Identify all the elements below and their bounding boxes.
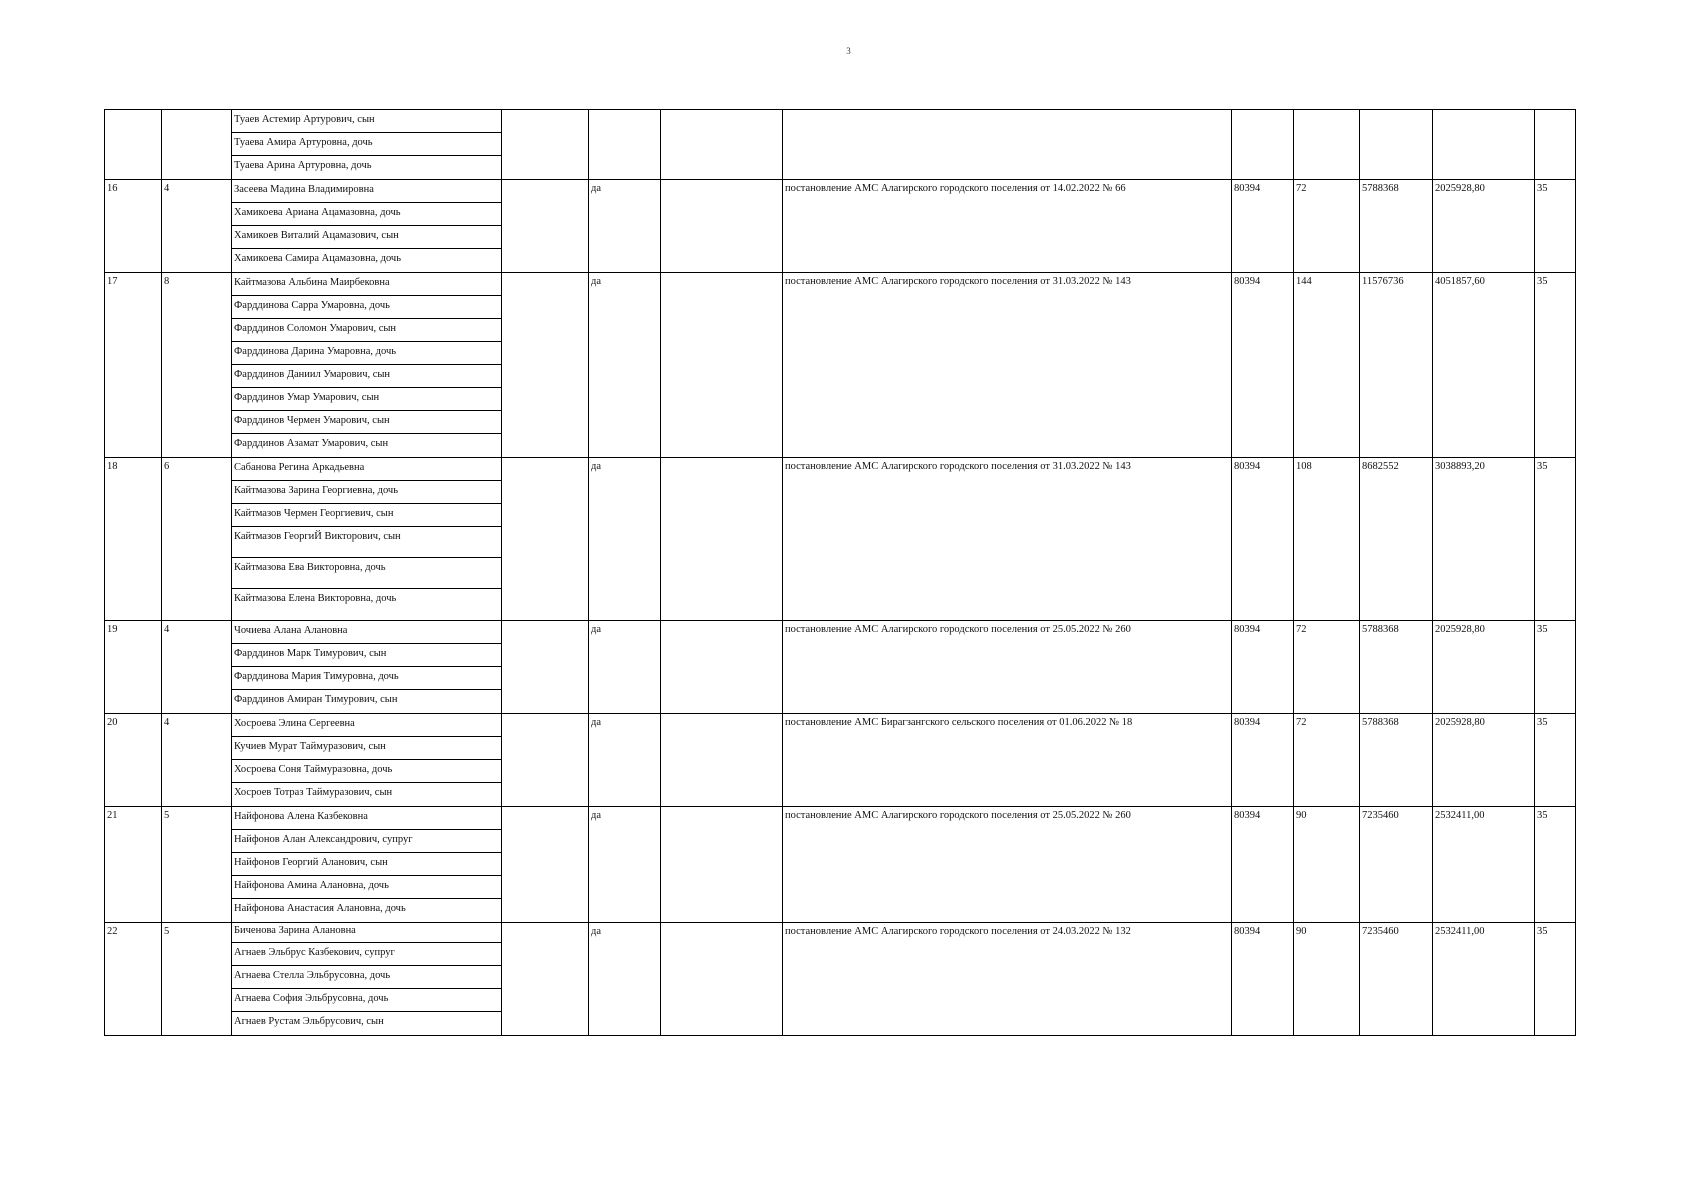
- subsidy-cell-text: 3038893,20: [1435, 461, 1485, 472]
- percent-cell: [1535, 714, 1576, 807]
- eligibility-cell: [589, 458, 661, 621]
- family-member: Кайтмазова Елена Викторовна, дочь: [234, 593, 397, 604]
- family-size-cell: [162, 110, 232, 180]
- subsidy-cell: [1433, 923, 1535, 1036]
- blank-cell: [661, 807, 783, 923]
- price-norm-cell-text: 80394: [1234, 461, 1261, 472]
- percent-cell-text: 35: [1537, 276, 1548, 287]
- family-members-cell: [232, 923, 502, 1036]
- family-member: Засеева Мадина Владимировна: [232, 180, 501, 203]
- family-member: Кайтмазова Альбина Маирбековна: [232, 273, 501, 296]
- family-member: Агнаев Рустам Эльбрусович, сын: [234, 1016, 384, 1027]
- total-cost-cell: [1360, 180, 1433, 273]
- family-member: Хамикоева Самира Ацамазовна, дочь: [234, 253, 401, 264]
- total-cost-cell: [1360, 621, 1433, 714]
- area-cell: [1294, 273, 1360, 458]
- family-member: Найфонов Георгий Аланович, сын: [232, 853, 501, 876]
- total-cost-cell-text: 8682552: [1362, 461, 1399, 472]
- family-row: [105, 110, 1576, 180]
- family-member: Фарддинов Умар Умарович, сын: [232, 388, 501, 411]
- family-members-cell: [232, 273, 502, 458]
- subsidy-cell-text: 2025928,80: [1435, 183, 1485, 194]
- family-size-cell: [162, 807, 232, 923]
- eligibility-cell-text: да: [591, 461, 602, 472]
- eligibility-cell: [589, 714, 661, 807]
- total-cost-cell: [1360, 923, 1433, 1036]
- blank-cell: [502, 923, 589, 1036]
- area-cell-text: [1294, 110, 1359, 112]
- percent-cell: [1535, 621, 1576, 714]
- family-member: Туаева Амира Артуровна, дочь: [232, 133, 501, 156]
- blank-cell: [661, 180, 783, 273]
- area-cell-text: 90: [1296, 926, 1307, 937]
- price-norm-cell: [1232, 180, 1294, 273]
- price-norm-cell-text: 80394: [1234, 183, 1261, 194]
- page-number: 3: [846, 46, 851, 56]
- area-cell: [1294, 807, 1360, 923]
- family-member: Кайтмазов ГеоргиЙ Викторович, сын: [232, 527, 501, 558]
- decree-cell-text: постановление АМС Алагирского городского поселения от 24.03.2022 № 132: [785, 926, 1131, 937]
- price-norm-cell-text: [1232, 110, 1293, 112]
- area-cell: [1294, 714, 1360, 807]
- blank-cell: [502, 273, 589, 458]
- total-cost-cell-text: 7235460: [1362, 810, 1399, 821]
- total-cost-cell-text: [1360, 110, 1432, 112]
- family-row: [105, 621, 1576, 714]
- area-cell: [1294, 180, 1360, 273]
- eligibility-cell-text: да: [591, 926, 602, 937]
- family-members-cell: [232, 110, 502, 180]
- decree-cell: [783, 458, 1232, 621]
- row-number-cell: [105, 110, 162, 180]
- percent-cell: [1535, 110, 1576, 180]
- family-size-cell: [162, 714, 232, 807]
- family-members-cell: [232, 714, 502, 807]
- families-table-body: [105, 110, 1576, 1036]
- family-size-cell: [162, 621, 232, 714]
- percent-cell-text: 35: [1537, 624, 1548, 635]
- total-cost-cell-text: 5788368: [1362, 624, 1399, 635]
- row-number-cell: [105, 621, 162, 714]
- family-members-cell: [232, 180, 502, 273]
- percent-cell: [1535, 923, 1576, 1036]
- decree-cell-text: постановление АМС Алагирского городского поселения от 25.05.2022 № 260: [785, 624, 1131, 635]
- price-norm-cell-text: 80394: [1234, 926, 1261, 937]
- family-member: Фарддинов Чермен Умарович, сын: [232, 411, 501, 434]
- family-size-cell-text: 4: [164, 624, 170, 635]
- family-member: Кайтмазов Чермен Георгиевич, сын: [232, 504, 501, 527]
- row-number-cell: [105, 458, 162, 621]
- area-cell-text: 72: [1296, 624, 1307, 635]
- subsidy-cell-text: 2025928,80: [1435, 624, 1485, 635]
- blank-cell: [661, 273, 783, 458]
- family-size-cell-text: 5: [164, 926, 170, 937]
- family-member: Найфонова Алена Казбековна: [232, 807, 501, 830]
- family-size-cell-text: 6: [164, 461, 170, 472]
- price-norm-cell-text: 80394: [1234, 624, 1261, 635]
- eligibility-cell: [589, 110, 661, 180]
- price-norm-cell: [1232, 621, 1294, 714]
- blank-cell: [661, 923, 783, 1036]
- price-norm-cell: [1232, 923, 1294, 1036]
- family-member: Найфонова Амина Алановна, дочь: [232, 876, 501, 899]
- family-row: [105, 180, 1576, 273]
- family-member: Агнаева Стелла Эльбрусовна, дочь: [232, 966, 501, 989]
- blank-cell: [661, 714, 783, 807]
- subsidy-cell: [1433, 714, 1535, 807]
- family-member: Найфонов Алан Александрович, супруг: [232, 830, 501, 853]
- subsidy-cell: [1433, 621, 1535, 714]
- family-size-cell: [162, 180, 232, 273]
- area-cell-text: 72: [1296, 183, 1307, 194]
- family-member: Фарддинов Соломон Умарович, сын: [232, 319, 501, 342]
- family-member: Биченова Зарина Алановна: [232, 923, 501, 943]
- family-size-cell: [162, 923, 232, 1036]
- decree-cell: [783, 807, 1232, 923]
- decree-cell-text: постановление АМС Алагирского городского поселения от 31.03.2022 № 143: [785, 276, 1131, 287]
- subsidy-cell-text: 4051857,60: [1435, 276, 1485, 287]
- subsidy-cell-text: 2532411,00: [1435, 810, 1485, 821]
- price-norm-cell: [1232, 458, 1294, 621]
- family-row: [105, 458, 1576, 621]
- percent-cell-text: 35: [1537, 717, 1548, 728]
- decree-cell-text: постановление АМС Бирагзангского сельского поселения от 01.06.2022 № 18: [785, 717, 1133, 728]
- percent-cell-text: 35: [1537, 183, 1548, 194]
- decree-cell: [783, 714, 1232, 807]
- subsidy-cell-text: 2025928,80: [1435, 717, 1485, 728]
- percent-cell-text: 35: [1537, 810, 1548, 821]
- decree-cell: [783, 180, 1232, 273]
- decree-cell-text: постановление АМС Алагирского городского поселения от 25.05.2022 № 260: [785, 810, 1131, 821]
- family-member: Хосроева Элина Сергеевна: [232, 714, 501, 737]
- percent-cell-text: [1535, 110, 1575, 112]
- decree-cell: [783, 923, 1232, 1036]
- decree-cell: [783, 110, 1232, 180]
- decree-cell-text: постановление АМС Алагирского городского поселения от 31.03.2022 № 143: [785, 461, 1131, 472]
- family-member: Кучиев Мурат Таймуразович, сын: [232, 737, 501, 760]
- row-number-cell: [105, 180, 162, 273]
- eligibility-cell-text: [589, 110, 660, 112]
- eligibility-cell-text: да: [591, 624, 602, 635]
- row-number-cell-text: 20: [107, 717, 118, 728]
- eligibility-cell-text: да: [591, 276, 602, 287]
- row-number-cell-text: 21: [107, 810, 118, 821]
- family-size-cell-text: [162, 110, 231, 112]
- family-member: Фарддинова Дарина Умаровна, дочь: [232, 342, 501, 365]
- price-norm-cell: [1232, 714, 1294, 807]
- row-number-cell-text: 17: [107, 276, 118, 287]
- family-size-cell-text: 4: [164, 183, 170, 194]
- row-number-cell-text: 18: [107, 461, 118, 472]
- area-cell: [1294, 458, 1360, 621]
- eligibility-cell: [589, 621, 661, 714]
- family-size-cell-text: 4: [164, 717, 170, 728]
- price-norm-cell: [1232, 110, 1294, 180]
- total-cost-cell: [1360, 110, 1433, 180]
- percent-cell: [1535, 180, 1576, 273]
- eligibility-cell-text: да: [591, 183, 602, 194]
- row-number-cell: [105, 923, 162, 1036]
- row-number-cell-text: 22: [107, 926, 118, 937]
- family-member: Чочиева Алана Алановна: [232, 621, 501, 644]
- row-number-cell-text: [105, 110, 161, 112]
- blank-cell: [502, 714, 589, 807]
- total-cost-cell: [1360, 273, 1433, 458]
- family-member: Кайтмазова Зарина Георгиевна, дочь: [232, 481, 501, 504]
- eligibility-cell: [589, 273, 661, 458]
- family-member: Агнаева София Эльбрусовна, дочь: [232, 989, 501, 1012]
- eligibility-cell-text: да: [591, 717, 602, 728]
- total-cost-cell: [1360, 458, 1433, 621]
- family-member: Туаев Астемир Артурович, сын: [232, 110, 501, 133]
- family-member: Хамикоева Ариана Ацамазовна, дочь: [232, 203, 501, 226]
- blank-cell: [502, 180, 589, 273]
- family-size-cell: [162, 458, 232, 621]
- family-member: Хосроева Соня Таймуразовна, дочь: [232, 760, 501, 783]
- row-number-cell: [105, 714, 162, 807]
- families-table: [104, 109, 1576, 1036]
- row-number-cell: [105, 273, 162, 458]
- family-member: Фарддинова Сарра Умаровна, дочь: [232, 296, 501, 319]
- percent-cell: [1535, 273, 1576, 458]
- row-number-cell-text: 19: [107, 624, 118, 635]
- eligibility-cell: [589, 923, 661, 1036]
- subsidy-cell: [1433, 180, 1535, 273]
- area-cell-text: 90: [1296, 810, 1307, 821]
- percent-cell: [1535, 458, 1576, 621]
- family-size-cell: [162, 273, 232, 458]
- family-member: Найфонова Анастасия Алановна, дочь: [234, 903, 406, 914]
- percent-cell-text: 35: [1537, 461, 1548, 472]
- total-cost-cell-text: 5788368: [1362, 183, 1399, 194]
- family-row: [105, 273, 1576, 458]
- family-member: Фарддинов Марк Тимурович, сын: [232, 644, 501, 667]
- family-member: Туаева Арина Артуровна, дочь: [234, 160, 372, 171]
- subsidy-cell-text: 2532411,00: [1435, 926, 1485, 937]
- family-member: Сабанова Регина Аркадьевна: [232, 458, 501, 481]
- subsidy-cell-text: [1433, 110, 1534, 112]
- blank-cell: [502, 110, 589, 180]
- family-member: Хамикоев Виталий Ацамазович, сын: [232, 226, 501, 249]
- row-number-cell: [105, 807, 162, 923]
- family-members-cell: [232, 807, 502, 923]
- area-cell: [1294, 110, 1360, 180]
- family-member: Фарддинова Мария Тимуровна, дочь: [232, 667, 501, 690]
- price-norm-cell-text: 80394: [1234, 276, 1261, 287]
- family-size-cell-text: 8: [164, 276, 170, 287]
- decree-cell-text: постановление АМС Алагирского городского поселения от 14.02.2022 № 66: [785, 183, 1126, 194]
- family-row: [105, 807, 1576, 923]
- family-member: Фарддинов Амиран Тимурович, сын: [234, 694, 398, 705]
- decree-cell: [783, 273, 1232, 458]
- price-norm-cell: [1232, 273, 1294, 458]
- family-member: Кайтмазова Ева Викторовна, дочь: [232, 558, 501, 589]
- price-norm-cell-text: 80394: [1234, 810, 1261, 821]
- eligibility-cell-text: да: [591, 810, 602, 821]
- blank-cell: [661, 458, 783, 621]
- area-cell-text: 108: [1296, 461, 1312, 472]
- percent-cell: [1535, 807, 1576, 923]
- family-member: Фарддинов Даниил Умарович, сын: [232, 365, 501, 388]
- total-cost-cell: [1360, 807, 1433, 923]
- subsidy-cell: [1433, 110, 1535, 180]
- decree-cell: [783, 621, 1232, 714]
- family-members-cell: [232, 458, 502, 621]
- decree-cell-text: [783, 110, 1231, 112]
- total-cost-cell-text: 11576736: [1362, 276, 1404, 287]
- total-cost-cell: [1360, 714, 1433, 807]
- area-cell: [1294, 621, 1360, 714]
- percent-cell-text: 35: [1537, 926, 1548, 937]
- family-size-cell-text: 5: [164, 810, 170, 821]
- subsidy-cell: [1433, 458, 1535, 621]
- price-norm-cell-text: 80394: [1234, 717, 1261, 728]
- eligibility-cell: [589, 180, 661, 273]
- family-members-cell: [232, 621, 502, 714]
- family-member: Фарддинов Азамат Умарович, сын: [234, 438, 389, 449]
- area-cell-text: 72: [1296, 717, 1307, 728]
- family-member: Агнаев Эльбрус Казбекович, супруг: [232, 943, 501, 966]
- blank-cell: [502, 807, 589, 923]
- blank-cell: [661, 110, 783, 180]
- eligibility-cell: [589, 807, 661, 923]
- price-norm-cell: [1232, 807, 1294, 923]
- blank-cell: [661, 621, 783, 714]
- subsidy-cell: [1433, 807, 1535, 923]
- subsidy-cell: [1433, 273, 1535, 458]
- family-row: [105, 923, 1576, 1036]
- family-member: Хосроев Тотраз Таймуразович, сын: [234, 787, 393, 798]
- total-cost-cell-text: 5788368: [1362, 717, 1399, 728]
- area-cell: [1294, 923, 1360, 1036]
- blank-cell: [502, 458, 589, 621]
- row-number-cell-text: 16: [107, 183, 118, 194]
- area-cell-text: 144: [1296, 276, 1312, 287]
- family-row: [105, 714, 1576, 807]
- total-cost-cell-text: 7235460: [1362, 926, 1399, 937]
- blank-cell: [502, 621, 589, 714]
